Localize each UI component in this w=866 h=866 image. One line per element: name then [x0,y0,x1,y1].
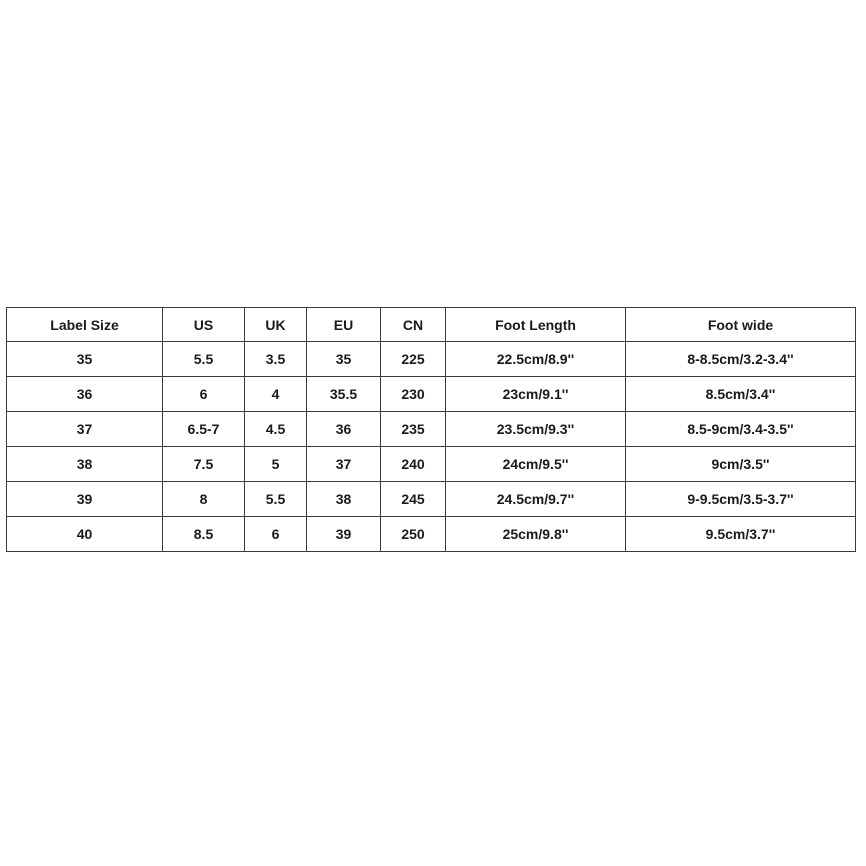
header-us: US [163,308,245,342]
table-row [7,342,856,377]
cell-us: 6 [163,377,245,412]
cell-foot-wide: 9-9.5cm/3.5-3.7'' [626,482,856,517]
cell-eu: 36 [307,412,381,447]
cell-cn: 235 [381,412,446,447]
cell-cn: 240 [381,447,446,482]
table-row [7,377,856,412]
table-body [7,342,856,552]
cell-us: 8 [163,482,245,517]
header-label-size: Label Size [7,308,163,342]
cell-cn: 250 [381,517,446,552]
header-foot-length: Foot Length [446,308,626,342]
table-header [7,308,856,342]
cell-us: 8.5 [163,517,245,552]
cell-foot-length: 24.5cm/9.7'' [446,482,626,517]
header-row [7,308,856,342]
cell-cn: 225 [381,342,446,377]
table-row [7,517,856,552]
table-row [7,447,856,482]
cell-uk: 5 [245,447,307,482]
cell-foot-wide: 9cm/3.5'' [626,447,856,482]
cell-label-size: 36 [7,377,163,412]
header-eu: EU [307,308,381,342]
cell-foot-length: 22.5cm/8.9'' [446,342,626,377]
cell-label-size: 35 [7,342,163,377]
cell-cn: 230 [381,377,446,412]
cell-uk: 4.5 [245,412,307,447]
cell-cn: 245 [381,482,446,517]
cell-us: 5.5 [163,342,245,377]
header-foot-wide: Foot wide [626,308,856,342]
cell-uk: 3.5 [245,342,307,377]
cell-us: 7.5 [163,447,245,482]
cell-eu: 37 [307,447,381,482]
cell-foot-wide: 8.5cm/3.4'' [626,377,856,412]
cell-uk: 5.5 [245,482,307,517]
header-uk: UK [245,308,307,342]
cell-foot-wide: 8-8.5cm/3.2-3.4'' [626,342,856,377]
cell-label-size: 39 [7,482,163,517]
cell-uk: 4 [245,377,307,412]
cell-label-size: 38 [7,447,163,482]
cell-label-size: 37 [7,412,163,447]
cell-label-size: 40 [7,517,163,552]
cell-eu: 39 [307,517,381,552]
size-chart-table [6,307,856,552]
cell-foot-wide: 8.5-9cm/3.4-3.5'' [626,412,856,447]
header-cn: CN [381,308,446,342]
cell-foot-length: 24cm/9.5'' [446,447,626,482]
cell-eu: 35.5 [307,377,381,412]
cell-foot-length: 25cm/9.8'' [446,517,626,552]
cell-eu: 35 [307,342,381,377]
cell-foot-length: 23.5cm/9.3'' [446,412,626,447]
table-row [7,482,856,517]
table-row [7,412,856,447]
cell-us: 6.5-7 [163,412,245,447]
cell-uk: 6 [245,517,307,552]
cell-foot-wide: 9.5cm/3.7'' [626,517,856,552]
cell-foot-length: 23cm/9.1'' [446,377,626,412]
cell-eu: 38 [307,482,381,517]
